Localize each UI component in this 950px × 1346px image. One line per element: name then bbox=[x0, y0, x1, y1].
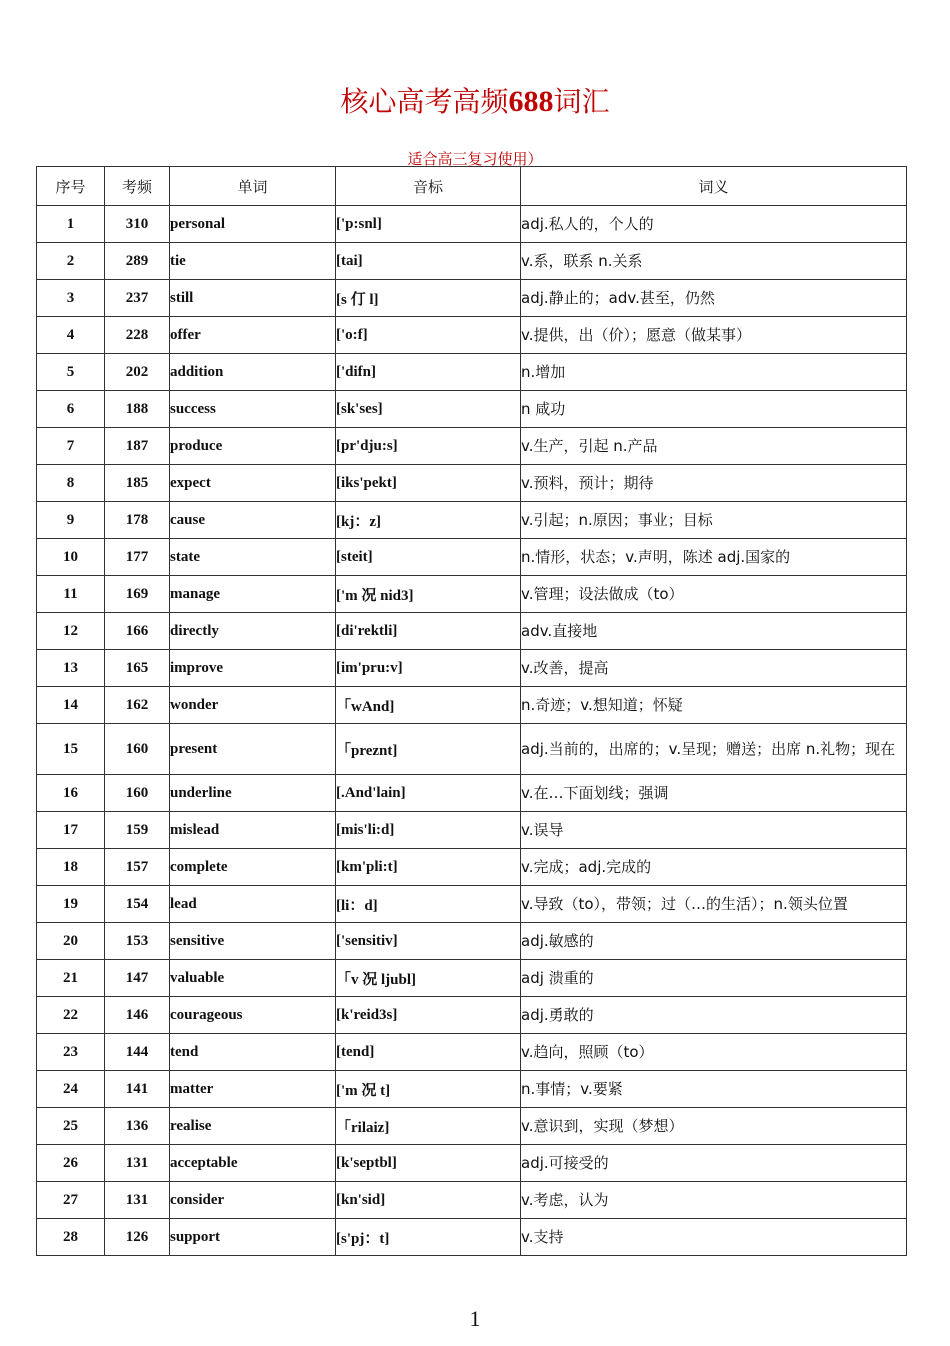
row-phonetic: [li：d] bbox=[336, 886, 521, 923]
row-frequency: 187 bbox=[105, 428, 170, 465]
page-number: 1 bbox=[469, 1306, 481, 1331]
row-meaning: v.完成；adj.完成的 bbox=[521, 849, 907, 886]
row-word: support bbox=[170, 1219, 336, 1256]
table-row bbox=[37, 613, 907, 650]
row-frequency: 202 bbox=[105, 354, 170, 391]
row-phonetic: ['p:snl] bbox=[336, 206, 521, 243]
row-index: 28 bbox=[37, 1219, 105, 1256]
title-suffix: 词汇 bbox=[553, 85, 610, 118]
row-index: 26 bbox=[37, 1145, 105, 1182]
row-meaning: adv.直接地 bbox=[521, 613, 907, 650]
table-row bbox=[37, 465, 907, 502]
row-phonetic: [k'reid3s] bbox=[336, 997, 521, 1034]
row-word: consider bbox=[170, 1182, 336, 1219]
row-meaning: v.误导 bbox=[521, 812, 907, 849]
row-word: manage bbox=[170, 576, 336, 613]
row-index: 25 bbox=[37, 1108, 105, 1145]
row-meaning: adj.当前的，出席的；v.呈现；赠送；出席 n.礼物；现在 bbox=[521, 724, 907, 775]
row-phonetic: [s 仃 l] bbox=[336, 280, 521, 317]
row-meaning: v.生产，引起 n.产品 bbox=[521, 428, 907, 465]
row-frequency: 177 bbox=[105, 539, 170, 576]
row-index: 24 bbox=[37, 1071, 105, 1108]
row-phonetic: ['difn] bbox=[336, 354, 521, 391]
row-phonetic: [iks'pekt] bbox=[336, 465, 521, 502]
row-meaning: adj.敏感的 bbox=[521, 923, 907, 960]
table-row bbox=[37, 317, 907, 354]
row-word: present bbox=[170, 724, 336, 775]
row-phonetic: [steit] bbox=[336, 539, 521, 576]
row-index: 1 bbox=[37, 206, 105, 243]
row-meaning: adj.勇敢的 bbox=[521, 997, 907, 1034]
row-frequency: 141 bbox=[105, 1071, 170, 1108]
row-word: tend bbox=[170, 1034, 336, 1071]
row-frequency: 147 bbox=[105, 960, 170, 997]
row-frequency: 310 bbox=[105, 206, 170, 243]
row-index: 21 bbox=[37, 960, 105, 997]
row-frequency: 160 bbox=[105, 724, 170, 775]
table-row bbox=[37, 1145, 907, 1182]
table-row bbox=[37, 1071, 907, 1108]
row-meaning: v.引起；n.原因；事业；目标 bbox=[521, 502, 907, 539]
row-word: directly bbox=[170, 613, 336, 650]
table-body bbox=[37, 206, 907, 1256]
row-word: mislead bbox=[170, 812, 336, 849]
row-frequency: 160 bbox=[105, 775, 170, 812]
row-word: courageous bbox=[170, 997, 336, 1034]
row-frequency: 228 bbox=[105, 317, 170, 354]
row-phonetic: ['sensitiv] bbox=[336, 923, 521, 960]
header-phonetic: 音标 bbox=[336, 167, 521, 206]
row-phonetic: [sk'ses] bbox=[336, 391, 521, 428]
row-meaning: n.情形，状态；v.声明，陈述 adj.国家的 bbox=[521, 539, 907, 576]
table-row bbox=[37, 206, 907, 243]
table-row bbox=[37, 812, 907, 849]
table-row bbox=[37, 775, 907, 812]
row-meaning: v.考虑，认为 bbox=[521, 1182, 907, 1219]
row-index: 5 bbox=[37, 354, 105, 391]
row-meaning: v.支持 bbox=[521, 1219, 907, 1256]
page-title bbox=[0, 80, 950, 120]
table-row bbox=[37, 650, 907, 687]
row-frequency: 162 bbox=[105, 687, 170, 724]
row-index: 10 bbox=[37, 539, 105, 576]
table-row bbox=[37, 960, 907, 997]
row-meaning: adj.静止的；adv.甚至，仍然 bbox=[521, 280, 907, 317]
row-index: 13 bbox=[37, 650, 105, 687]
row-index: 2 bbox=[37, 243, 105, 280]
row-meaning: v.提供，出（价）；愿意（做某事） bbox=[521, 317, 907, 354]
row-meaning: adj.可接受的 bbox=[521, 1145, 907, 1182]
row-frequency: 165 bbox=[105, 650, 170, 687]
row-index: 23 bbox=[37, 1034, 105, 1071]
table-row bbox=[37, 502, 907, 539]
row-word: success bbox=[170, 391, 336, 428]
row-word: underline bbox=[170, 775, 336, 812]
row-index: 14 bbox=[37, 687, 105, 724]
row-index: 18 bbox=[37, 849, 105, 886]
row-phonetic: 「preznt] bbox=[336, 724, 521, 775]
table-row bbox=[37, 1219, 907, 1256]
row-meaning: v.改善，提高 bbox=[521, 650, 907, 687]
row-index: 7 bbox=[37, 428, 105, 465]
row-phonetic: [im'pru:v] bbox=[336, 650, 521, 687]
table-row bbox=[37, 1034, 907, 1071]
row-phonetic: 「wAnd] bbox=[336, 687, 521, 724]
row-frequency: 289 bbox=[105, 243, 170, 280]
row-index: 22 bbox=[37, 997, 105, 1034]
row-word: wonder bbox=[170, 687, 336, 724]
row-phonetic: [kn'sid] bbox=[336, 1182, 521, 1219]
row-frequency: 178 bbox=[105, 502, 170, 539]
row-word: valuable bbox=[170, 960, 336, 997]
row-index: 11 bbox=[37, 576, 105, 613]
row-meaning: v.趋向，照顾（to） bbox=[521, 1034, 907, 1071]
row-word: tie bbox=[170, 243, 336, 280]
table-row bbox=[37, 391, 907, 428]
row-phonetic: [tai] bbox=[336, 243, 521, 280]
row-phonetic: [mis'li:d] bbox=[336, 812, 521, 849]
row-word: offer bbox=[170, 317, 336, 354]
title-prefix: 核心高考高频 bbox=[340, 85, 509, 118]
row-frequency: 144 bbox=[105, 1034, 170, 1071]
row-frequency: 157 bbox=[105, 849, 170, 886]
row-index: 19 bbox=[37, 886, 105, 923]
table-row bbox=[37, 354, 907, 391]
table-row bbox=[37, 576, 907, 613]
row-meaning: adj.私人的，个人的 bbox=[521, 206, 907, 243]
row-phonetic: ['m 况 nid3] bbox=[336, 576, 521, 613]
row-frequency: 131 bbox=[105, 1145, 170, 1182]
vocabulary-table bbox=[36, 166, 907, 1256]
row-index: 27 bbox=[37, 1182, 105, 1219]
row-frequency: 131 bbox=[105, 1182, 170, 1219]
row-frequency: 169 bbox=[105, 576, 170, 613]
row-word: matter bbox=[170, 1071, 336, 1108]
row-word: personal bbox=[170, 206, 336, 243]
header-meaning: 词义 bbox=[521, 167, 907, 206]
row-word: complete bbox=[170, 849, 336, 886]
table-row bbox=[37, 280, 907, 317]
row-meaning: v.意识到，实现（梦想） bbox=[521, 1108, 907, 1145]
table-row bbox=[37, 687, 907, 724]
row-meaning: adj 溃重的 bbox=[521, 960, 907, 997]
row-frequency: 146 bbox=[105, 997, 170, 1034]
header-word: 单词 bbox=[170, 167, 336, 206]
row-meaning: v.导致（to），带领；过（…的生活）；n.领头位置 bbox=[521, 886, 907, 923]
table-row bbox=[37, 539, 907, 576]
row-frequency: 159 bbox=[105, 812, 170, 849]
table-row bbox=[37, 243, 907, 280]
row-index: 6 bbox=[37, 391, 105, 428]
table-row bbox=[37, 849, 907, 886]
row-meaning: n.奇迹；v.想知道；怀疑 bbox=[521, 687, 907, 724]
row-word: realise bbox=[170, 1108, 336, 1145]
row-index: 9 bbox=[37, 502, 105, 539]
table-row bbox=[37, 1108, 907, 1145]
row-frequency: 136 bbox=[105, 1108, 170, 1145]
table-header-row bbox=[37, 167, 907, 206]
row-frequency: 153 bbox=[105, 923, 170, 960]
row-index: 3 bbox=[37, 280, 105, 317]
row-index: 8 bbox=[37, 465, 105, 502]
table-row bbox=[37, 923, 907, 960]
row-meaning: v.系，联系 n.关系 bbox=[521, 243, 907, 280]
row-phonetic: [kj：z] bbox=[336, 502, 521, 539]
row-phonetic: [.And'lain] bbox=[336, 775, 521, 812]
row-phonetic: [tend] bbox=[336, 1034, 521, 1071]
page-subtitle: 适合高三复习使用） bbox=[407, 150, 543, 168]
row-word: addition bbox=[170, 354, 336, 391]
row-word: still bbox=[170, 280, 336, 317]
row-phonetic: 「rilaiz] bbox=[336, 1108, 521, 1145]
row-word: lead bbox=[170, 886, 336, 923]
row-frequency: 185 bbox=[105, 465, 170, 502]
row-meaning: v.管理；设法做成（to） bbox=[521, 576, 907, 613]
row-frequency: 166 bbox=[105, 613, 170, 650]
row-phonetic: ['o:f] bbox=[336, 317, 521, 354]
row-phonetic: [di'rektli] bbox=[336, 613, 521, 650]
row-phonetic: ['m 况 t] bbox=[336, 1071, 521, 1108]
row-meaning: v.预料，预计；期待 bbox=[521, 465, 907, 502]
row-phonetic: [k'septbl] bbox=[336, 1145, 521, 1182]
table-row bbox=[37, 1182, 907, 1219]
header-frequency: 考频 bbox=[105, 167, 170, 206]
row-word: acceptable bbox=[170, 1145, 336, 1182]
row-index: 4 bbox=[37, 317, 105, 354]
table-row bbox=[37, 428, 907, 465]
row-word: sensitive bbox=[170, 923, 336, 960]
row-meaning: n.增加 bbox=[521, 354, 907, 391]
row-phonetic: [km'pli:t] bbox=[336, 849, 521, 886]
row-word: expect bbox=[170, 465, 336, 502]
row-index: 12 bbox=[37, 613, 105, 650]
row-meaning: n 咸功 bbox=[521, 391, 907, 428]
row-index: 20 bbox=[37, 923, 105, 960]
row-index: 17 bbox=[37, 812, 105, 849]
row-word: state bbox=[170, 539, 336, 576]
row-phonetic: 「v 况 ljubl] bbox=[336, 960, 521, 997]
table-row bbox=[37, 886, 907, 923]
row-frequency: 154 bbox=[105, 886, 170, 923]
row-phonetic: [s'pj：t] bbox=[336, 1219, 521, 1256]
table-row bbox=[37, 724, 907, 775]
row-frequency: 188 bbox=[105, 391, 170, 428]
row-meaning: n.事情；v.要紧 bbox=[521, 1071, 907, 1108]
title-number: 688 bbox=[508, 85, 554, 118]
row-meaning: v.在…下面划线；强调 bbox=[521, 775, 907, 812]
row-index: 15 bbox=[37, 724, 105, 775]
table-row bbox=[37, 997, 907, 1034]
header-index: 序号 bbox=[37, 167, 105, 206]
row-word: cause bbox=[170, 502, 336, 539]
row-frequency: 237 bbox=[105, 280, 170, 317]
row-frequency: 126 bbox=[105, 1219, 170, 1256]
row-index: 16 bbox=[37, 775, 105, 812]
row-word: produce bbox=[170, 428, 336, 465]
row-phonetic: [pr'dju:s] bbox=[336, 428, 521, 465]
row-word: improve bbox=[170, 650, 336, 687]
